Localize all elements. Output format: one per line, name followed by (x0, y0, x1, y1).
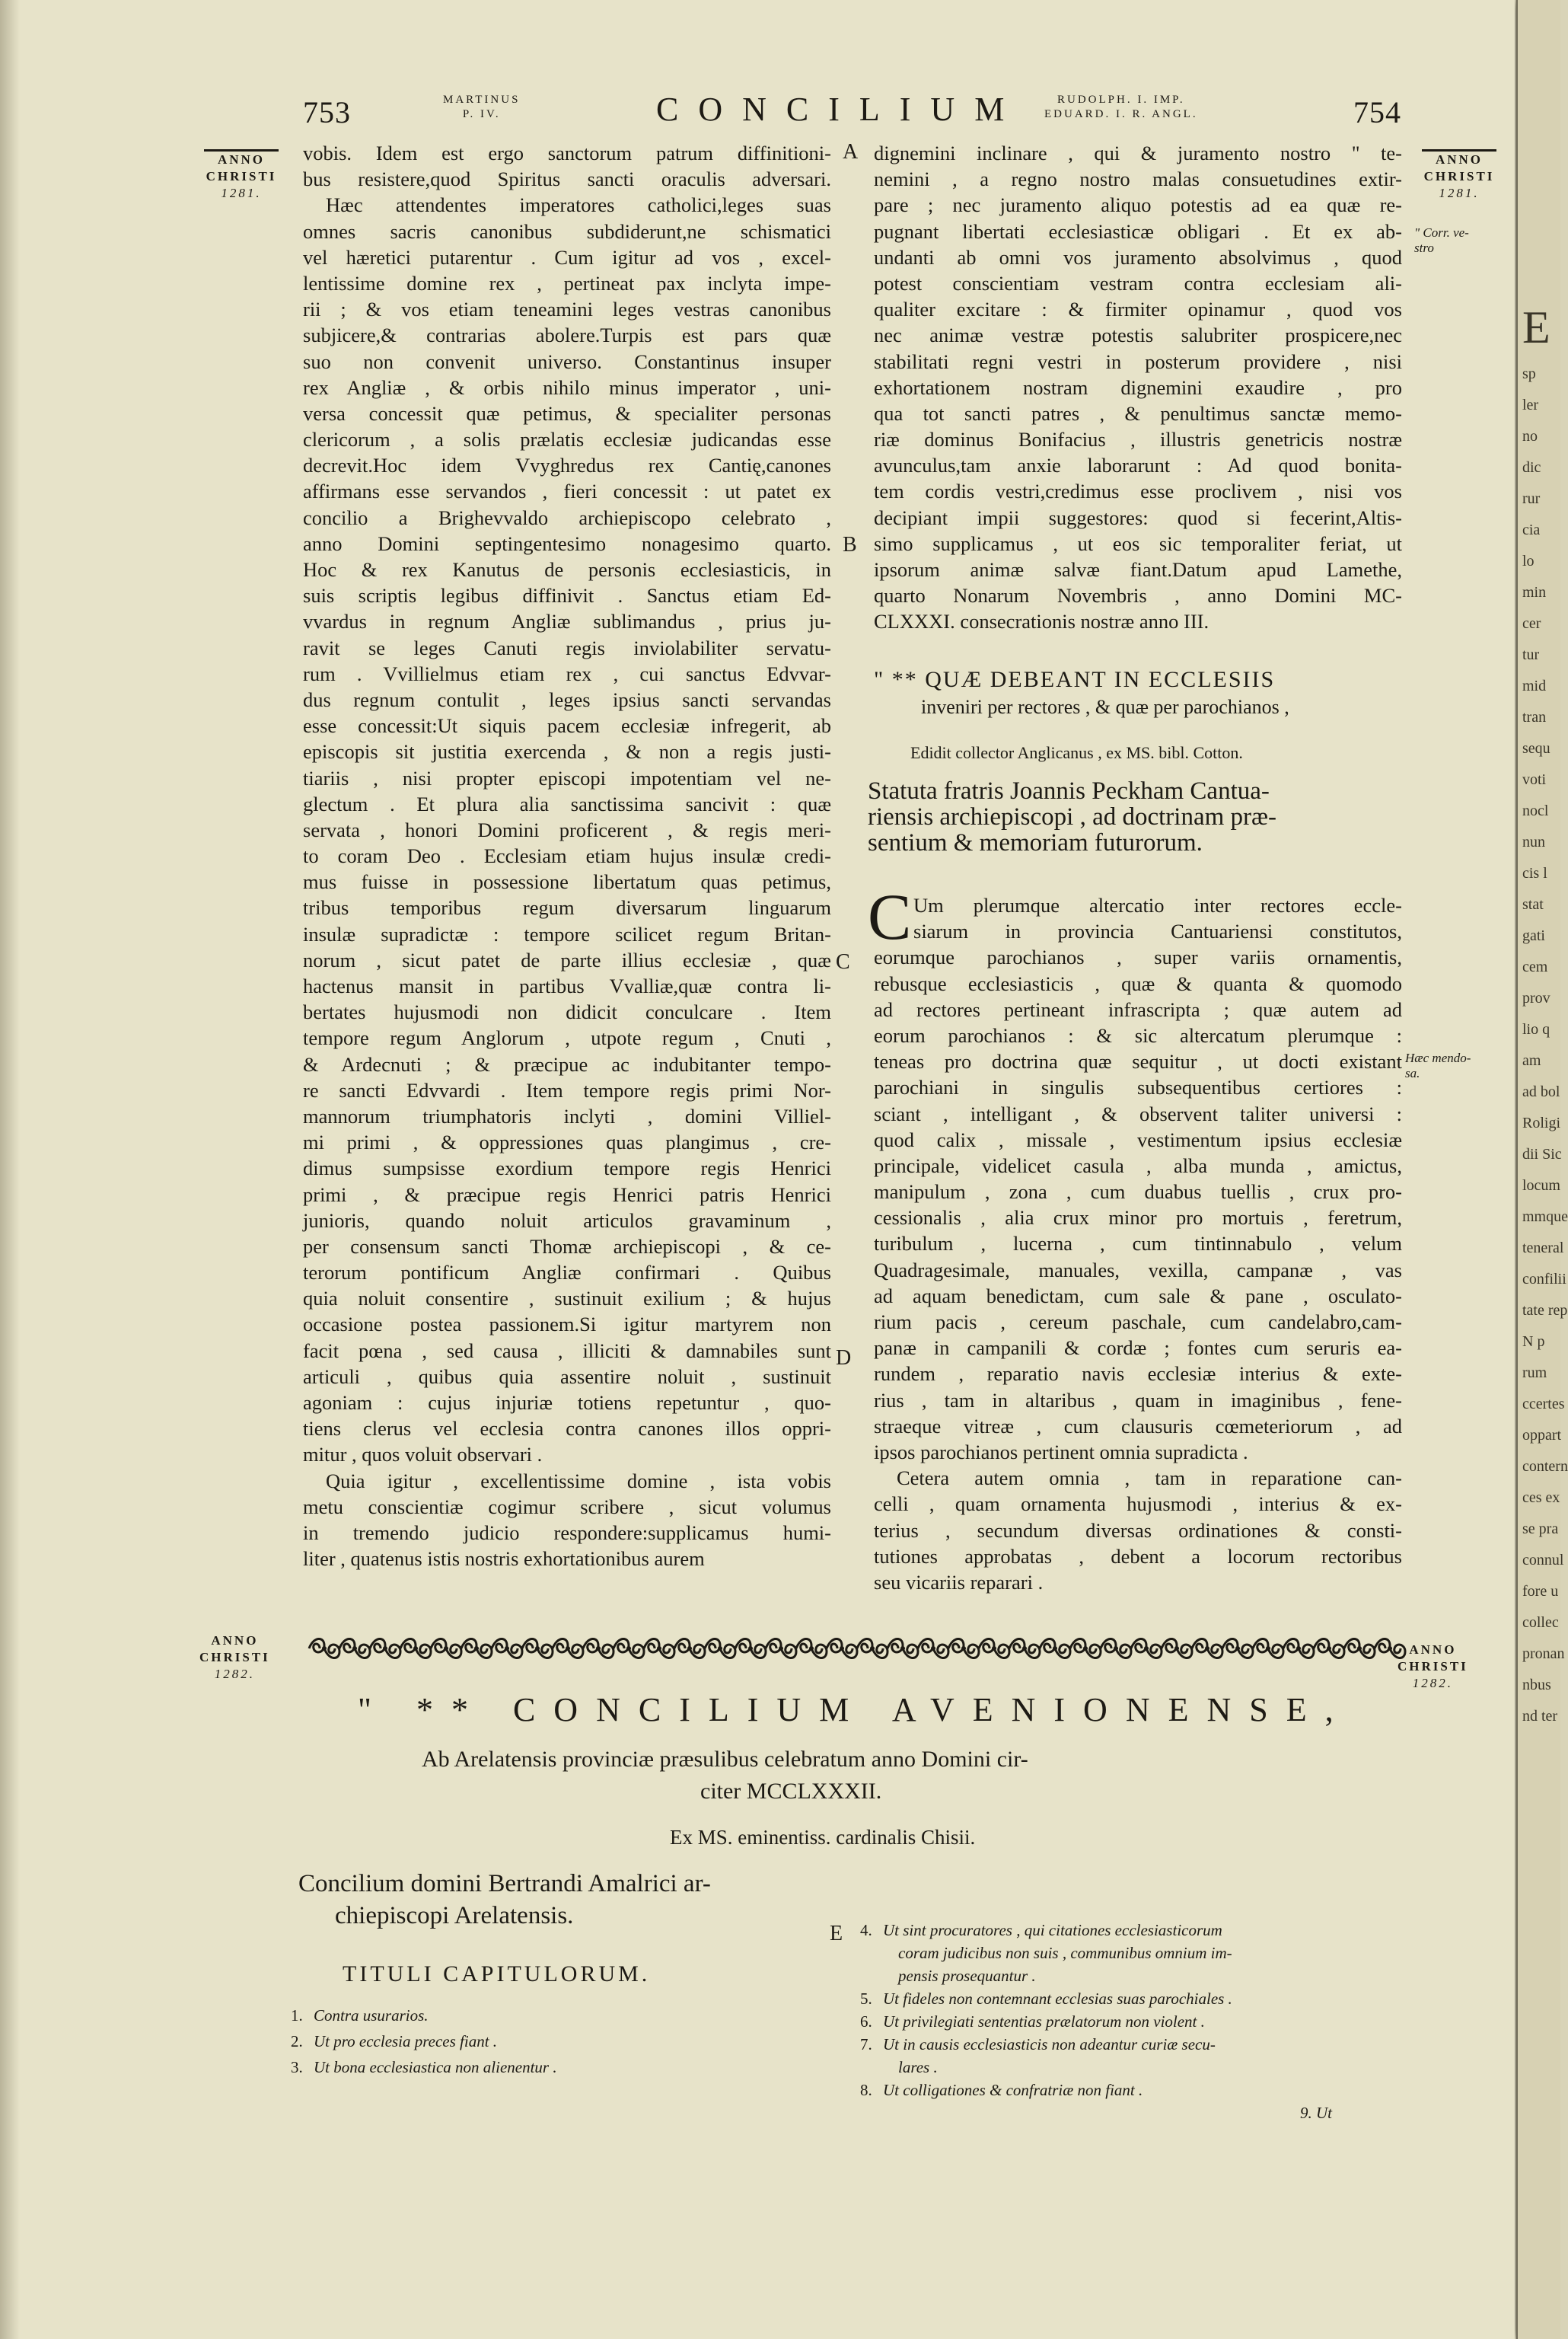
text-line: mus fuisse in possessione libertatum quas petimus, (303, 870, 831, 894)
next-page-fragment: pronan (1522, 1645, 1565, 1662)
toc-text: Ut privilegiati sententias prælatorum non violent . (883, 2012, 1205, 2031)
ornament-knot (796, 1639, 827, 1658)
anno-label: ANNO (1435, 152, 1484, 167)
next-page-fragment: confilii (1522, 1271, 1566, 1288)
text-line: clericorum , a solis prælatis ecclesiæ judicandas esse (303, 428, 831, 452)
toc-item (860, 2033, 1232, 2056)
toc-item (860, 1942, 1232, 1964)
text-line: ravit se leges Canuti regis inviolabiliter servatu- (303, 636, 831, 659)
next-page-fragment: nd ter (1522, 1708, 1558, 1725)
toc-number: 1. (291, 2006, 303, 2025)
toc-text: Ut in causis ecclesiasticis non adeantur curiæ secu- (883, 2035, 1216, 2053)
next-page-fragment: ler (1522, 397, 1539, 413)
next-page-fragment: dii Sic (1522, 1146, 1562, 1163)
next-page-fragment: cia (1522, 522, 1541, 538)
text-line: avunculus,tam anxie laborarunt : Ad quod bonita- (874, 454, 1402, 477)
ornament-knot (644, 1639, 674, 1658)
toc-number: 7. (860, 2035, 872, 2053)
toc-number: 3. (291, 2058, 303, 2076)
note-line: " Corr. ve- (1414, 225, 1469, 240)
ornament-knot (1192, 1639, 1222, 1658)
christi-label: CHRISTI (1397, 1659, 1468, 1674)
right-margin-year (1422, 149, 1496, 202)
text-line: terius , secundum diversas ordinationes & consti- (874, 1518, 1402, 1542)
next-page-fragment: collec (1522, 1614, 1559, 1631)
ornament-knot (705, 1639, 735, 1658)
drop-cap: C (868, 880, 912, 953)
text-line: seu vicariis reparari . (874, 1570, 1044, 1594)
text-line: liter , quatenus istis nostris exhortationibus aurem (303, 1547, 705, 1571)
running-head-rulers (1044, 93, 1198, 122)
text-line: pugnant libertati ecclesiasticæ obligari . Et ex ab- (874, 219, 1402, 243)
toc-text: coram judicibus non suis , communibus omnium im- (898, 1944, 1232, 1962)
text-line: norum , sicut patet de parte illius ecclesiæ , quæ (303, 948, 831, 972)
margin-note-correction (1414, 225, 1469, 256)
text-line: occasione postea passionem.Si igitur martyrem non (303, 1313, 831, 1336)
toc-item (291, 2002, 557, 2028)
running-head-pope-line: MARTINUS (443, 94, 521, 106)
ornament-knot (1222, 1639, 1253, 1658)
left-page-number: 753 (303, 95, 351, 129)
text-line: omnes sacris canonibus subdiderunt,ne schismatici (303, 219, 831, 243)
text-line: rebusque ecclesiasticis , quæ & quanta & quomodo (874, 972, 1402, 995)
note-line: stro (1414, 241, 1434, 255)
text-line: teneas pro doctrina quæ sequitur , ut docti existant (874, 1050, 1402, 1074)
left-margin-year (204, 149, 279, 202)
text-line: principale, videlicet casula , alba munda , amictus, (874, 1154, 1402, 1177)
toc-item (860, 1987, 1232, 2010)
text-line: Hoc & rex Kanutus de personis ecclesiasticis, in (303, 558, 831, 581)
next-page-fragment: sequ (1522, 740, 1550, 757)
toc-number: 8. (860, 2081, 872, 2099)
ornament-pattern (301, 1629, 1397, 1667)
anno-label: ANNO (1409, 1642, 1457, 1657)
text-line: rundem , reparatio navis ecclesiæ interius & exte- (874, 1362, 1402, 1386)
text-line: nemini , a regno nostro malas consuetudines extir- (874, 168, 1402, 191)
next-page-edge (1516, 0, 1568, 2339)
text-line: quod calix , missale , vestimentum ipsius ecclesiæ (874, 1128, 1402, 1151)
text-line: dignemini inclinare , qui & juramento nostro " te- (874, 142, 1402, 164)
statuta-heading-line: Statuta fratris Joannis Peckham Cantua- (868, 777, 1270, 805)
text-line: rum . Vvillielmus etiam rex , cui sanctus Edvvar- (303, 662, 831, 685)
text-line: tiens clerus vel ecclesia contra canones illos oppri- (303, 1417, 831, 1441)
text-line: vobis. Idem est ergo sanctorum patrum diffinitioni- (303, 142, 831, 164)
ornament-knot (1253, 1639, 1283, 1658)
statuta-heading-line: riensis archiepiscopi , ad doctrinam præ- (868, 803, 1277, 831)
text-line: sciant , intelligant , & observent taliter universi : (874, 1102, 1402, 1125)
christi-label: CHRISTI (199, 1650, 270, 1664)
next-page-fragment: dic (1522, 459, 1541, 476)
ornament-knot (918, 1639, 948, 1658)
text-line: riæ dominus Bonifacius , illustris genetricis nostræ (874, 428, 1402, 452)
toc-item (860, 2056, 1232, 2079)
toc-text: Ut bona ecclesiastica non alienentur . (314, 2058, 557, 2076)
text-line: eorumque parochianos , super variis ornamentis, (874, 946, 1402, 969)
right-page-number: 754 (1353, 95, 1401, 129)
toc-text: lares . (898, 2058, 938, 2076)
text-line: dus regnum contulit , leges ipsius sancti servandas (303, 688, 831, 711)
ornament-knot (766, 1639, 796, 1658)
running-head-rulers-line: RUDOLPH. I. IMP. (1056, 94, 1185, 106)
text-line: rex Angliæ , & orbis nihilo minus imperator , uni- (303, 375, 831, 399)
next-page-fragment: cem (1522, 959, 1548, 975)
ornament-knot (735, 1639, 766, 1658)
text-line: vvardus in regnum Angliæ sublimandus , prius ju- (303, 610, 831, 633)
christi-label: CHRISTI (206, 169, 277, 183)
year-label: 1282. (214, 1667, 256, 1681)
text-line: rii ; & vos etiam teneamini leges vestras canonibus (303, 298, 831, 321)
next-page-fragment: rum (1522, 1364, 1547, 1381)
text-line: episcopis sit justitia exercenda , & non a regis justi- (303, 740, 831, 764)
text-line: tiariis , nisi propter episcopi impotentiam vel ne- (303, 766, 831, 790)
left-margin-year-2 (199, 1632, 270, 1683)
text-line: nec animæ vestræ potestis salubriter prospicere,nec (874, 324, 1402, 347)
text-line: & Ardecnuti ; & præcipue ac indubitanter tempo- (303, 1052, 831, 1076)
text-line: primi , & præcipue regis Henrici patris Henrici (303, 1182, 831, 1206)
section-letter-c: C (836, 950, 850, 974)
text-line: facit pœna , sed causa , illiciti & damnabiles sunt (303, 1339, 831, 1362)
page-gutter (0, 0, 20, 2339)
manuscript-source: Ex MS. eminentiss. cardinalis Chisii. (670, 1826, 976, 1849)
ornament-knot (1101, 1639, 1131, 1658)
next-page-fragment: prov (1522, 990, 1550, 1007)
toc-text: pensis prosequantur . (898, 1967, 1036, 1985)
section-letter-b: B (843, 533, 857, 557)
text-line: suo non convenit universo. Constantinus insuper (303, 349, 831, 373)
text-line: undanti ab omni vos juramento absolvimus , quod (874, 245, 1402, 269)
statuta-heading-line: sentium & memoriam futurorum. (868, 829, 1203, 857)
text-line: concilio a Brighevvaldo archiepiscopo celebrato , (303, 506, 831, 529)
text-line: tutiones approbatas , debent a locorum rectoribus (874, 1544, 1402, 1568)
text-line: tempore regum Anglorum , utpote regum , Cnuti , (303, 1026, 831, 1050)
text-line: Um plerumque altercatio inter rectores eccle- (913, 894, 1402, 917)
note-line: Hæc mendo- (1405, 1051, 1471, 1065)
text-line: suis scriptis legibus diffinivit . Sanctus etiam Ed- (303, 584, 831, 608)
ornament-knot (400, 1639, 431, 1658)
ornament-knot (1162, 1639, 1192, 1658)
next-page-fragment: tate rep (1522, 1302, 1568, 1319)
council-subtitle-1: Ab Arelatensis provinciæ præsulibus celebratum anno Domini cir- (422, 1747, 1028, 1772)
text-line: ad aquam benedictam, cum sale & pane , osculato- (874, 1284, 1402, 1307)
text-line: turibulum , lucerna , cum tintinnabulo , velum (874, 1232, 1402, 1256)
next-page-fragment: se pra (1522, 1521, 1559, 1537)
text-line: quia noluit consentire , sustinuit exilium ; & hujus (303, 1287, 831, 1310)
text-line: celli , quam ornamenta hujusmodi , interius & ex- (874, 1492, 1402, 1516)
next-page-fragment: ccertes (1522, 1396, 1565, 1412)
ornament-knot (1009, 1639, 1040, 1658)
text-line: metu conscientiæ cogimur scribere , sicut volumus (303, 1495, 831, 1518)
next-page-fragment: contern (1522, 1458, 1568, 1475)
year-label: 1282. (1412, 1676, 1454, 1690)
right-margin-year-2 (1397, 1642, 1468, 1692)
next-page-fragment: N p (1522, 1333, 1545, 1350)
next-page-fragment: gati (1522, 927, 1545, 944)
text-line: tem cordis vestri,credimus esse proclivem , nisi vos (874, 480, 1402, 503)
text-line: dimus sumpsisse exordium tempore regis Henrici (303, 1157, 831, 1180)
text-line: agoniam : cujus injuriæ totiens repetuntur , quo- (303, 1391, 831, 1414)
text-line: affirmans esse servandos , fieri concessit : ut patet ex (303, 480, 831, 503)
next-page-fragment: fore u (1522, 1583, 1559, 1600)
text-line: per consensum sancti Thomæ archiepiscopi , & ce- (303, 1234, 831, 1258)
text-line: Quadragesimale, manuales, vexilla, campanæ , vas (874, 1258, 1402, 1281)
section-heading-line-2: inveniri per rectores , & quæ per parochianos , (921, 696, 1289, 718)
section-letter-a: A (843, 140, 859, 164)
next-page-fragment: rur (1522, 490, 1541, 507)
text-line: exhortationem nostram dignemini exaudire , pro (874, 375, 1402, 399)
next-page-fragment: voti (1522, 771, 1547, 788)
section-letter-e: E (830, 1922, 843, 1945)
statuta-heading (868, 778, 1416, 857)
toc-text: Ut pro ecclesia preces fiant . (314, 2032, 498, 2050)
toc-text: Ut colligationes & confratriæ non fiant . (883, 2081, 1143, 2099)
ornament-knot (674, 1639, 705, 1658)
text-line: re sancti Edvvardi . Item tempore regis primi Nor- (303, 1078, 831, 1102)
year-label: 1281. (1439, 186, 1480, 200)
text-line: esse concessit:Ut siquis pacem ecclesiæ infregerit, ab (303, 714, 831, 738)
text-line: subjicere,& contrarias abolere.Turpis est pars quæ (303, 324, 831, 347)
text-line: potest conscientiam vestram contra ecclesiam ali- (874, 271, 1402, 295)
next-page-fragment: min (1522, 584, 1547, 601)
year-label: 1281. (221, 186, 262, 200)
next-page-fragment: am (1522, 1052, 1541, 1069)
note-line: sa. (1405, 1066, 1420, 1080)
text-line: manipulum , zona , cum duabus tuellis , crux pro- (874, 1180, 1402, 1204)
text-line: lentissime domine rex , pertineat pax inclyta impe- (303, 271, 831, 295)
ornament-knot (948, 1639, 979, 1658)
text-line: terorum pontificum Angliæ confirmari . Quibus (303, 1261, 831, 1284)
text-line: glectum . Et plura alia sanctissima sancivit : quæ (303, 792, 831, 815)
running-head-pope-line: P. IV. (462, 108, 501, 120)
ornament-knot (1131, 1639, 1162, 1658)
ornament-knot (370, 1639, 400, 1658)
text-line: qua tot sancti patres , & penultimus sanctæ memo- (874, 401, 1402, 425)
next-page-fragment: mid (1522, 678, 1547, 694)
toc-item (860, 1919, 1232, 1942)
text-line: quarto Nonarum Novembris , anno Domini MC- (874, 584, 1402, 608)
text-line: straeque vitreæ , cum clausuris cœmeteriorum , ad (874, 1414, 1402, 1438)
text-line: mitur , quos voluit observari . (303, 1443, 543, 1466)
next-page-fragment: Roligi (1522, 1115, 1561, 1131)
text-line: tribus temporibus regum diversarum linguarum (303, 896, 831, 920)
next-page-fragment: nun (1522, 834, 1545, 850)
right-text-column-statutes (874, 892, 1402, 1595)
edidit-note: Edidit collector Anglicanus , ex MS. bibl. Cotton. (910, 743, 1243, 762)
section-heading: " ** QUÆ DEBEANT IN ECCLESIIS (874, 667, 1276, 692)
next-page-fragment: lo (1522, 553, 1535, 570)
next-page-fragment: teneral (1522, 1240, 1564, 1256)
ornament-knot (583, 1639, 613, 1658)
ornament-knot (1283, 1639, 1314, 1658)
toc-text: Ut sint procuratores , qui citationes ecclesiasticorum (883, 1921, 1222, 1939)
anno-label: ANNO (211, 1633, 259, 1648)
ornament-knot (461, 1639, 492, 1658)
section-letter-d: D (836, 1346, 852, 1370)
next-page-fragment: connul (1522, 1552, 1564, 1568)
ornament-knot (857, 1639, 888, 1658)
next-page-fragment: cer (1522, 615, 1541, 632)
text-line: rium pacis , cereum paschale, cum candelabro,cam- (874, 1310, 1402, 1333)
toc-item (291, 2028, 557, 2054)
text-line: Hæc attendentes imperatores catholici,leges suas (326, 193, 831, 217)
next-page-fragment: stat (1522, 896, 1544, 913)
next-page-fragment: oppart (1522, 1427, 1562, 1444)
next-page-fragment: lio q (1522, 1021, 1550, 1038)
toc-number: 4. (860, 1921, 872, 1939)
council-heading-line-2: chiepiscopi Arelatensis. (335, 1902, 574, 1929)
toc-item (860, 2079, 1232, 2101)
ornament-band (301, 1629, 1397, 1667)
text-line: ad rectores pertineant infrascripta ; quæ autem ad (874, 997, 1402, 1021)
text-line: versa concessit quæ petimus, & specialiter personas (303, 401, 831, 425)
text-line: qualiter excitare : & firmiter opinamur , quod vos (874, 298, 1402, 321)
ornament-knot (613, 1639, 644, 1658)
toc-number: 2. (291, 2032, 303, 2050)
next-page-fragment: tur (1522, 646, 1540, 663)
council-title: " ** CONCILIUM AVENIONENSE, (358, 1691, 1352, 1728)
text-line: servata , honori Domini proficerent , & regis meri- (303, 818, 831, 841)
running-head-pope (443, 93, 520, 122)
next-page-fragment: nbus (1522, 1677, 1551, 1693)
text-line: bertates hujusmodi non didicit conculcare . Item (303, 1000, 831, 1024)
margin-note-mendosa (1405, 1051, 1471, 1081)
text-line: mi primi , & oppressiones quas plangimus , cre- (303, 1131, 831, 1154)
ornament-knot (309, 1639, 339, 1658)
running-head-rulers-line: EDUARD. I. R. ANGL. (1044, 108, 1198, 120)
ornament-knot (1040, 1639, 1070, 1658)
ornament-knot (553, 1639, 583, 1658)
toc-number: 6. (860, 2012, 872, 2031)
toc-item (291, 2054, 557, 2080)
text-line: simo supplicamus , ut eos sic temporaliter feriat, ut (874, 531, 1402, 555)
next-page-fragment: ces ex (1522, 1489, 1560, 1506)
text-line: ipsos parochianos pertinent omnia supradicta . (874, 1440, 1248, 1463)
catchword: 9. Ut (1300, 2104, 1332, 2122)
next-page-fragment: E (1522, 302, 1550, 353)
text-line: eorum parochianos : & sic altercatum plerumque : (874, 1023, 1402, 1047)
text-line: panæ in campanili & cordæ ; fontes cum seruris ea- (874, 1336, 1402, 1360)
next-page-fragment: locum (1522, 1177, 1560, 1194)
toc-title: TITULI CAPITULORUM. (343, 1961, 651, 1986)
text-line: stabilitati regni vestri in posterum providere , nisi (874, 349, 1402, 373)
ornament-knot (431, 1639, 461, 1658)
text-line: decipiant impii suggestores: quod si fecerint,Altis- (874, 506, 1402, 529)
text-line: articuli , quibus quia assentire noluit , sustinuit (303, 1364, 831, 1388)
toc-item (860, 2010, 1232, 2033)
text-line: decrevit.Hoc idem Vvyghredus rex Cantię,canones (303, 454, 831, 477)
text-line: to coram Deo . Ecclesiam etiam hujus insulæ credi- (303, 844, 831, 868)
text-line: Cetera autem omnia , tam in reparatione can- (897, 1466, 1402, 1490)
right-text-column-letter (874, 140, 1402, 635)
ornament-knot (827, 1639, 857, 1658)
text-line: parochiani in singulis subsequentibus certiores : (874, 1076, 1402, 1099)
christi-label: CHRISTI (1423, 169, 1495, 183)
next-page-fragment: mmque (1522, 1208, 1568, 1225)
text-line: bus resistere,quod Spiritus sancti oraculis adversari. (303, 168, 831, 191)
ornament-knot (979, 1639, 1009, 1658)
next-page-fragment: tran (1522, 709, 1547, 726)
ornament-knot (492, 1639, 522, 1658)
text-line: siarum in provincia Cantuariensi constitutos, (913, 920, 1402, 943)
text-line: CLXXXI. consecrationis nostræ anno III. (874, 610, 1209, 633)
ornament-knot (888, 1639, 918, 1658)
left-text-column (303, 140, 831, 1572)
council-subtitle-2: citer MCCLXXXII. (700, 1779, 882, 1804)
anno-label: ANNO (217, 152, 266, 167)
ornament-knot (339, 1639, 370, 1658)
next-page-fragment: nocl (1522, 803, 1549, 819)
text-line: in tremendo judicio respondere:supplicamus humi- (303, 1521, 831, 1544)
ornament-knot (1314, 1639, 1344, 1658)
next-page-fragment: ad bol (1522, 1083, 1560, 1100)
text-line: Quia igitur , excellentissime domine , ista vobis (326, 1469, 831, 1492)
toc-text: Ut fideles non contemnant ecclesias suas parochiales . (883, 1990, 1232, 2008)
text-line: insulæ supradictæ : tempore scilicet regum Britan- (303, 922, 831, 946)
toc-item (860, 1964, 1232, 1987)
page-title: CONCILIUM (656, 91, 1025, 128)
text-line: rius , tam in altaribus , quam in imaginibus , fene- (874, 1388, 1402, 1412)
text-line: ipsorum animæ salvæ fiant.Datum apud Lamethe, (874, 558, 1402, 581)
toc-text: Contra usurarios. (314, 2006, 429, 2025)
text-line: anno Domini septingentesimo nonagesimo quarto. (303, 531, 831, 555)
ornament-knot (522, 1639, 553, 1658)
council-heading-line-1: Concilium domini Bertrandi Amalrici ar- (298, 1870, 711, 1897)
next-page-fragment: cis l (1522, 865, 1547, 882)
toc-left-list (291, 2002, 557, 2080)
ornament-knot (1070, 1639, 1101, 1658)
text-line: junioris, quando noluit articulos gravaminum , (303, 1208, 831, 1232)
next-page-fragment: no (1522, 428, 1538, 445)
next-page-fragment: sp (1522, 365, 1536, 382)
toc-number: 5. (860, 1990, 872, 2008)
ornament-knot (1344, 1639, 1375, 1658)
text-line: hactenus mansit in partibus Vvalliæ,quæ contra li- (303, 975, 831, 997)
text-line: vel hæretici putarentur . Cum igitur ad vos , excel- (303, 245, 831, 269)
text-line: cessionalis , alia crux minor pro mortuis , feretrum, (874, 1206, 1402, 1230)
text-line: mannorum triumphatoris inclyti , domini Villiel- (303, 1104, 831, 1128)
text-line: pare ; nec juramento aliquo potestis ad ea quæ re- (874, 193, 1402, 217)
toc-right-list (860, 1919, 1232, 2101)
